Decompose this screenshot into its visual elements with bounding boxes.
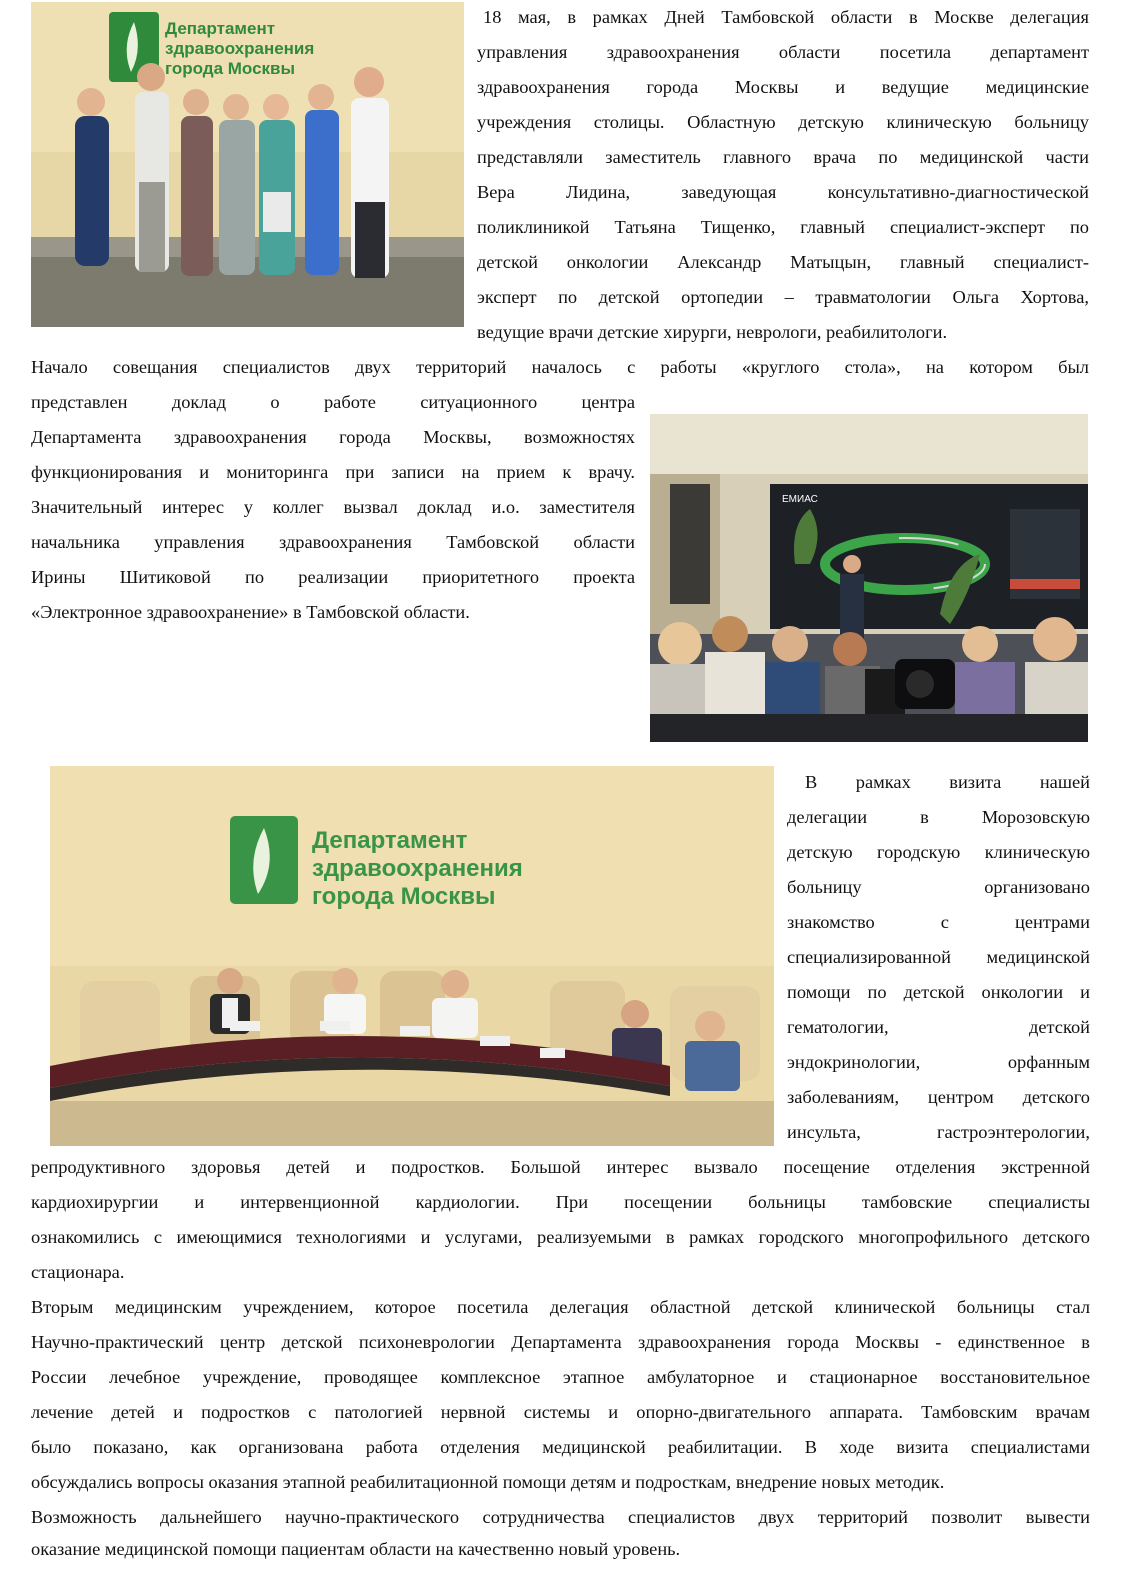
sign-line-1: Департамент [165,19,276,38]
p2-line-5: начальника управления здравоохранения Тамбовской области [31,532,635,552]
p2-line-1: представлен доклад о работе ситуационного центра [31,392,635,412]
p3-line-8: гематологии, детской [787,1017,1090,1037]
p3-line-6: специализированной медицинской [787,947,1090,967]
p3-line-2: делегации в Морозовскую [787,807,1090,827]
sign2-line-1: Департамент [312,827,468,854]
p1-line-4: учреждения столицы. Областную детскую клиническую больницу [477,112,1089,132]
p3-line-5: знакомство с центрами [787,912,1090,932]
sign2-line-2: здравоохранения [312,855,523,882]
p3-cont-3: ознакомились с имеющимися технологиями и услугами, реализуемыми в рамках городского многопрофильного детского [31,1227,1090,1247]
p5-line-1: Возможность дальнейшего научно-практического сотрудничества специалистов двух территорий позволит вывести [31,1507,1090,1527]
p1-line-8: детской онкологии Александр Матыцын, главный специалист- [477,252,1089,272]
p3-line-9: эндокринологии, орфанным [787,1052,1090,1072]
p2-line-3: функционирования и мониторинга при записи на прием к врачу. [31,462,635,482]
p2-line-2: Департамента здравоохранения города Москвы, возможностях [31,427,635,447]
p1-line-2: управления здравоохранения области посетила департамент [477,42,1089,62]
p3-cont-4: стационара. [31,1262,125,1282]
p1-line-9: эксперт по детской ортопедии – травматологии Ольга Хортова, [477,287,1089,307]
p3-line-11: инсульта, гастроэнтерологии, [787,1122,1090,1142]
p3-line-7: помощи по детской онкологии и [787,982,1090,1002]
p4-line-4: лечение детей и подростков с патологией нервной системы и опорно-двигательного аппарата. Тамбовским врачам [31,1402,1090,1422]
p3-line-3: детскую городскую клиническую [787,842,1090,862]
p4-line-2: Научно-практический центр детской психоневрологии Департамента здравоохранения города Москвы - единственное в [31,1332,1090,1352]
p4-line-3: России лечебное учреждение, проводящее комплексное этапное амбулаторное и стационарное восстановительное [31,1367,1090,1387]
p3-cont-2: кардиохирургии и интервенционной кардиологии. При посещении больницы тамбовские специалисты [31,1192,1090,1212]
p1-line-5: представляли заместитель главного врача по медицинской части [477,147,1089,167]
p5-line-2: оказание медицинской помощи пациентам области на качественно новый уровень. [31,1539,681,1559]
situation-center-photo [650,414,1088,742]
p3-line-1: В рамках визита нашей [805,772,1090,792]
screen-label: ЕМИАС [782,494,818,505]
p2-line-6: Ирины Шитиковой по реализации приоритетного проекта [31,567,635,587]
sign2-line-3: города Москвы [312,883,496,910]
p1-line-7: поликлиникой Татьяна Тищенко, главный специалист-эксперт по [477,217,1089,237]
p3-line-10: заболеваниям, центром детского [787,1087,1090,1107]
p2-line-4: Значительный интерес у коллег вызвал доклад и.о. заместителя [31,497,635,517]
p4-line-1: Вторым медицинским учреждением, которое посетила делегация областной детской клинической больницы стал [31,1297,1090,1317]
round-table-photo [50,766,774,1146]
p1-line-3: здравоохранения города Москвы и ведущие медицинские [477,77,1089,97]
sign-line-3: города Москвы [165,59,296,78]
p1-line-10: ведущие врачи детские хирурги, неврологи, реабилитологи. [477,322,948,342]
p2-line-7: «Электронное здравоохранение» в Тамбовской области. [31,602,470,622]
p3-cont-1: репродуктивного здоровья детей и подростков. Большой интерес вызвало посещение отделения экстренной [31,1157,1090,1177]
p1-line-6: Вера Лидина, заведующая консультативно-диагностической [477,182,1089,202]
sign-line-2: здравоохранения [165,39,315,58]
p2-line-full: Начало совещания специалистов двух территорий началось с работы «круглого стола», на котором был [31,357,1089,377]
p3-line-4: больницу организовано [787,877,1090,897]
p4-line-6: обсуждались вопросы оказания этапной реабилитационной помощи детям и подросткам, внедрение новых методик. [31,1472,945,1492]
p4-line-5: было показано, как организована работа отделения медицинской реабилитации. В ходе визита специалистами [31,1437,1090,1457]
p1-line-1: 18 мая, в рамках Дней Тамбовской области в Москве делегация [483,7,1089,27]
group-photo [31,2,464,327]
